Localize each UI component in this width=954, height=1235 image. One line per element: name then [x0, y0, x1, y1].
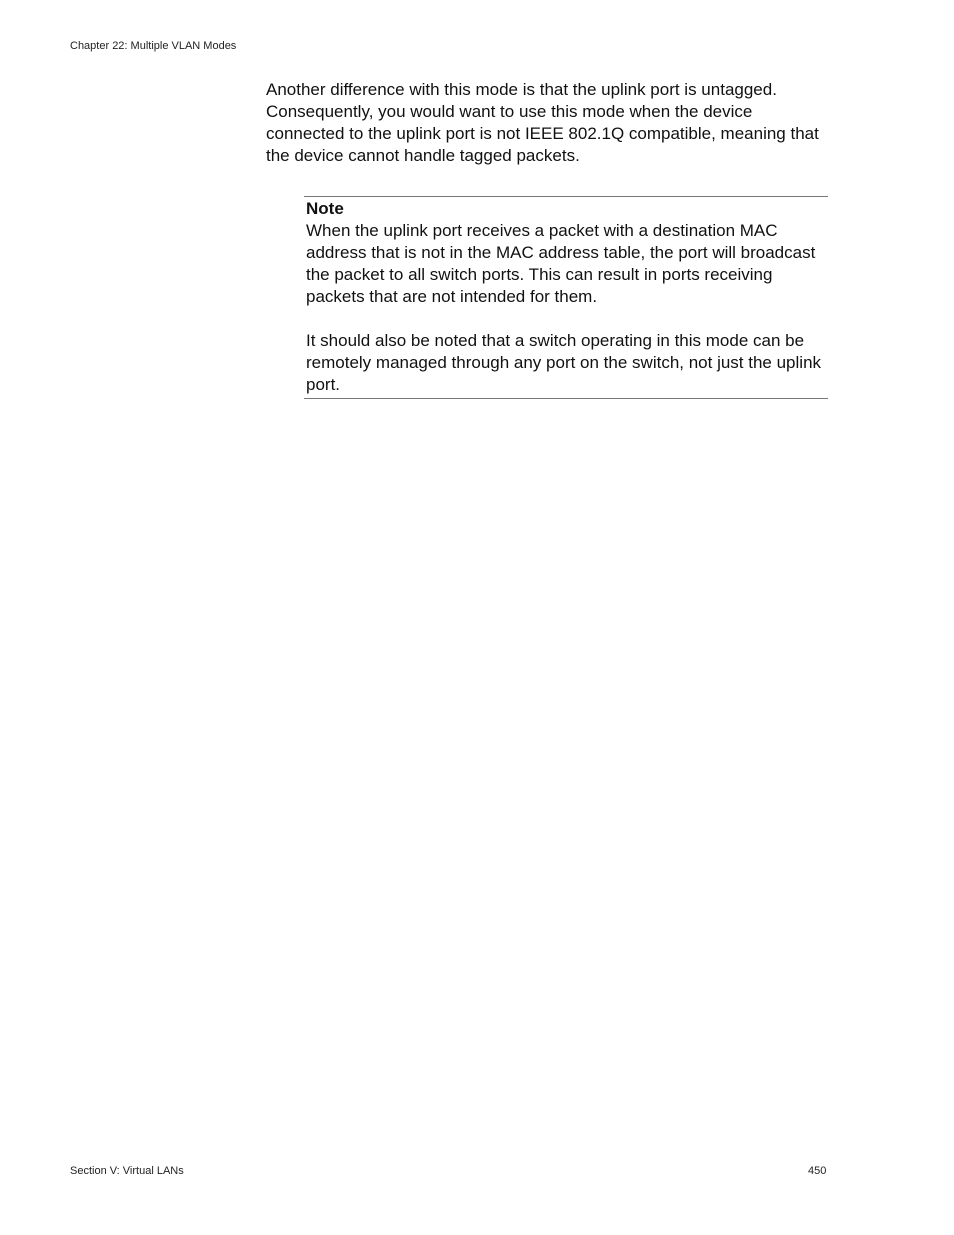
- note-box: [304, 196, 828, 399]
- body-paragraph: Another difference with this mode is that the uplink port is untagged. Consequently, you would want to use this mode when the device connected to the uplink port is not IEEE 802.1Q compatible, meaning that the device cannot handle tagged packets.: [266, 80, 819, 165]
- note-paragraph-2: It should also be noted that a switch operating in this mode can be remotely managed through any port on the switch, not just the uplink port.: [306, 331, 822, 394]
- page-number: 450: [808, 1165, 827, 1177]
- note-paragraph-1: When the uplink port receives a packet with a destination MAC address that is not in the MAC address table, the port will broadcast the packet to all switch ports. This can result in ports receiving packets that are not intended for them.: [306, 221, 816, 306]
- running-header: Chapter 22: Multiple VLAN Modes: [70, 40, 237, 52]
- footer-section-title: Section V: Virtual LANs: [70, 1165, 184, 1177]
- note-title: Note: [306, 199, 344, 218]
